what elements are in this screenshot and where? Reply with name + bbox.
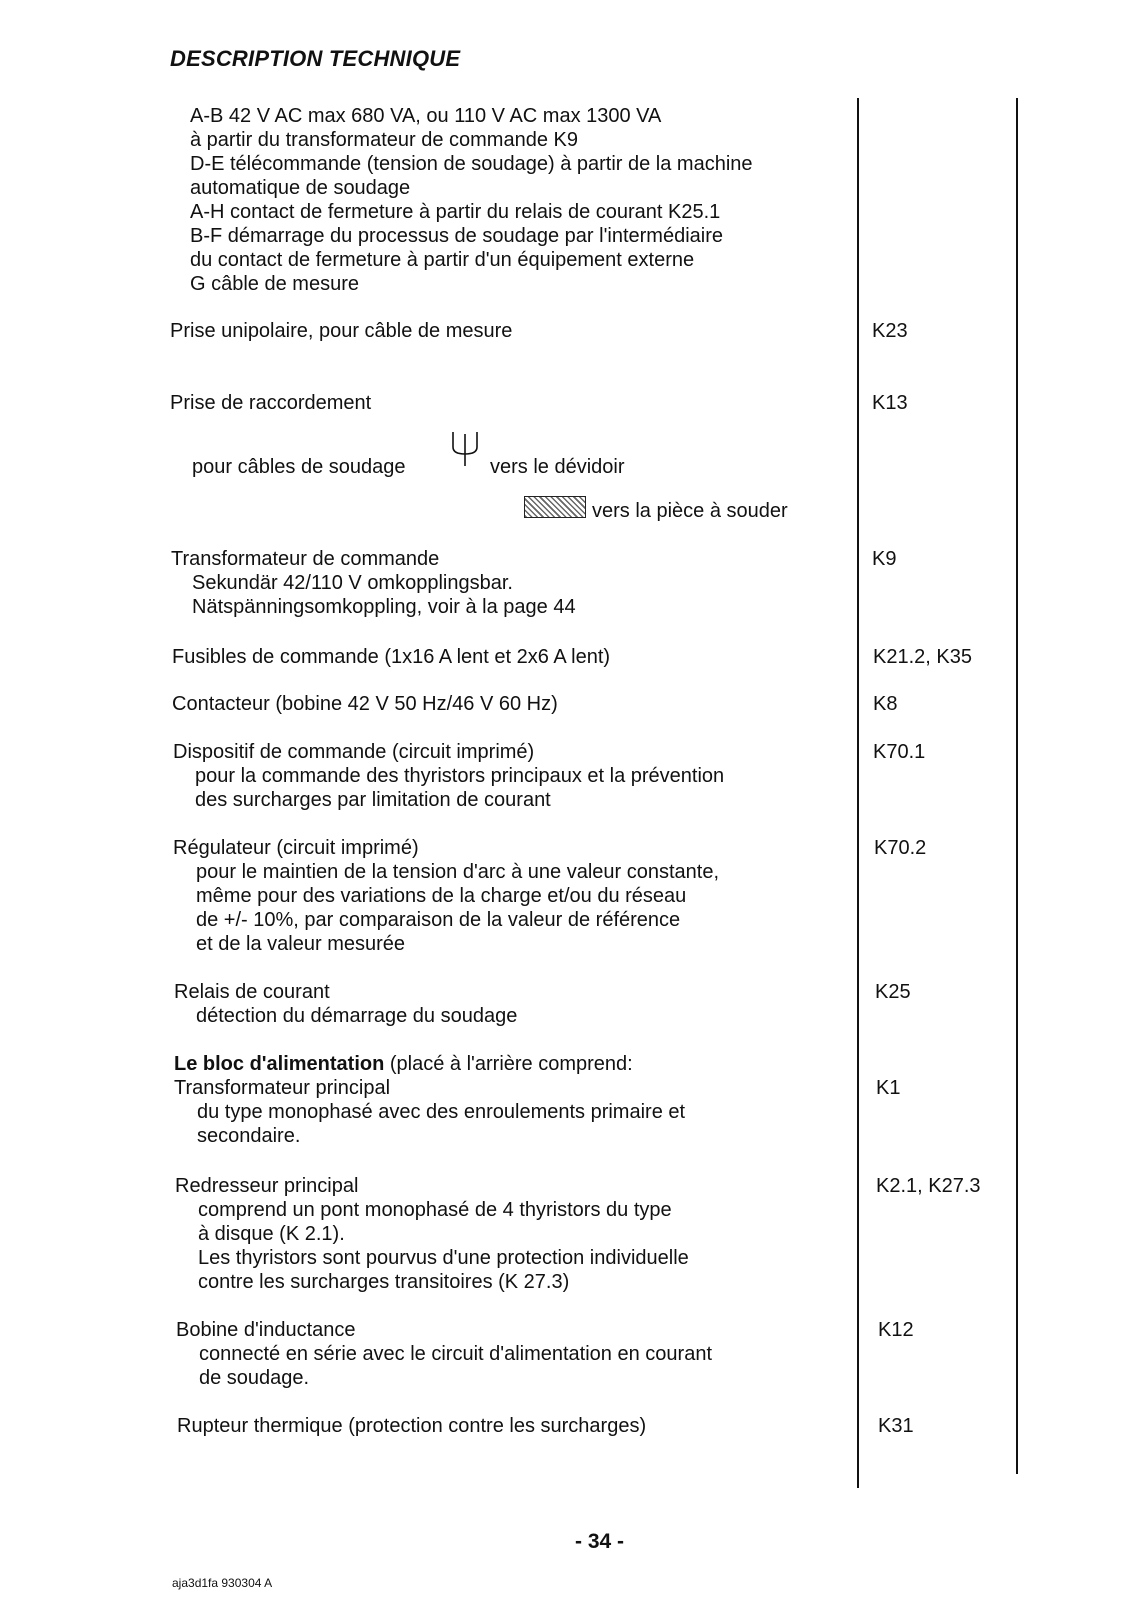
- item-label: Fusibles de commande (1x16 A lent et 2x6 A lent): [172, 646, 611, 668]
- block-line: A-H contact de fermeture à partir du relais de courant K25.1: [190, 201, 721, 223]
- section-intro: [174, 1052, 633, 1076]
- item-detail: pour la commande des thyristors principaux et la prévention: [195, 765, 725, 787]
- block-line: A-B 42 V AC max 680 VA, ou 110 V AC max 1300 VA: [190, 105, 662, 127]
- item-ref: K25: [875, 981, 911, 1003]
- item-detail: et de la valeur mesurée: [196, 933, 406, 955]
- section-intro-bold: Le bloc d'alimentation: [174, 1053, 385, 1075]
- block-line: B-F démarrage du processus de soudage par l'intermédiaire: [190, 225, 723, 247]
- page-number: - 34 -: [575, 1530, 625, 1553]
- item-detail: Sekundär 42/110 V omkopplingsbar.: [192, 572, 513, 594]
- item-detail: connecté en série avec le circuit d'alimentation en courant: [199, 1343, 712, 1365]
- item-ref: K8: [873, 693, 898, 715]
- document-code: aja3d1fa 930304 A: [172, 1576, 273, 1590]
- item-ref: K12: [878, 1319, 914, 1341]
- page-title: DESCRIPTION TECHNIQUE: [170, 46, 461, 71]
- item-label: Bobine d'inductance: [176, 1319, 356, 1341]
- item-detail: Les thyristors sont pourvus d'une protection individuelle: [198, 1247, 689, 1269]
- item-label: Dispositif de commande (circuit imprimé): [173, 741, 535, 763]
- item-ref: K1: [876, 1077, 901, 1099]
- item-label: Relais de courant: [174, 981, 330, 1003]
- column-rule-left: [857, 98, 859, 1488]
- item-ref: K13: [872, 392, 908, 414]
- item-detail: de soudage.: [199, 1367, 310, 1389]
- item-label: Transformateur principal: [174, 1077, 391, 1099]
- item-detail: à disque (K 2.1).: [198, 1223, 345, 1245]
- item-detail: Nätspänningsomkoppling, voir à la page 44: [192, 596, 576, 618]
- block-line: D-E télécommande (tension de soudage) à partir de la machine: [190, 153, 753, 175]
- item-detail: de +/- 10%, par comparaison de la valeur de référence: [196, 909, 681, 931]
- block-line: G câble de mesure: [190, 273, 359, 295]
- item-ref: K70.1: [873, 741, 926, 763]
- item-label: Prise unipolaire, pour câble de mesure: [170, 320, 513, 342]
- item-detail: secondaire.: [197, 1125, 301, 1147]
- item-detail: contre les surcharges transitoires (K 27.3): [198, 1271, 570, 1293]
- item-ref: K23: [872, 320, 908, 342]
- target-workpiece-label: vers la pièce à souder: [592, 500, 788, 522]
- item-detail: pour le maintien de la tension d'arc à une valeur constante,: [196, 861, 720, 883]
- target-feeder-label: vers le dévidoir: [490, 456, 625, 478]
- item-detail: du type monophasé avec des enroulements primaire et: [197, 1101, 686, 1123]
- section-intro-rest: (placé à l'arrière comprend:: [384, 1053, 633, 1075]
- item-detail: des surcharges par limitation de courant: [195, 789, 551, 811]
- item-label: Prise de raccordement: [170, 392, 372, 414]
- item-label: Régulateur (circuit imprimé): [173, 837, 419, 859]
- item-ref: K2.1, K27.3: [876, 1175, 981, 1197]
- item-ref: K31: [878, 1415, 914, 1437]
- item-detail: comprend un pont monophasé de 4 thyristors du type: [198, 1199, 672, 1221]
- block-line: à partir du transformateur de commande K9: [190, 129, 578, 151]
- block-line: automatique de soudage: [190, 177, 411, 199]
- column-rule-right: [1016, 98, 1018, 1474]
- item-ref: K9: [872, 548, 897, 570]
- block-line: du contact de fermeture à partir d'un équipement externe: [190, 249, 695, 271]
- item-label: Rupteur thermique (protection contre les surcharges): [177, 1415, 647, 1437]
- item-ref: K70.2: [874, 837, 927, 859]
- item-sub-label: pour câbles de soudage: [192, 456, 406, 478]
- item-detail: détection du démarrage du soudage: [196, 1005, 518, 1027]
- item-detail: même pour des variations de la charge et/ou du réseau: [196, 885, 687, 907]
- fork-symbol-icon: [448, 430, 482, 468]
- item-label: Contacteur (bobine 42 V 50 Hz/46 V 60 Hz): [172, 693, 558, 715]
- item-label: Redresseur principal: [175, 1175, 359, 1197]
- item-label: Transformateur de commande: [171, 548, 440, 570]
- item-ref: K21.2, K35: [873, 646, 972, 668]
- hatched-block-icon: [524, 496, 586, 518]
